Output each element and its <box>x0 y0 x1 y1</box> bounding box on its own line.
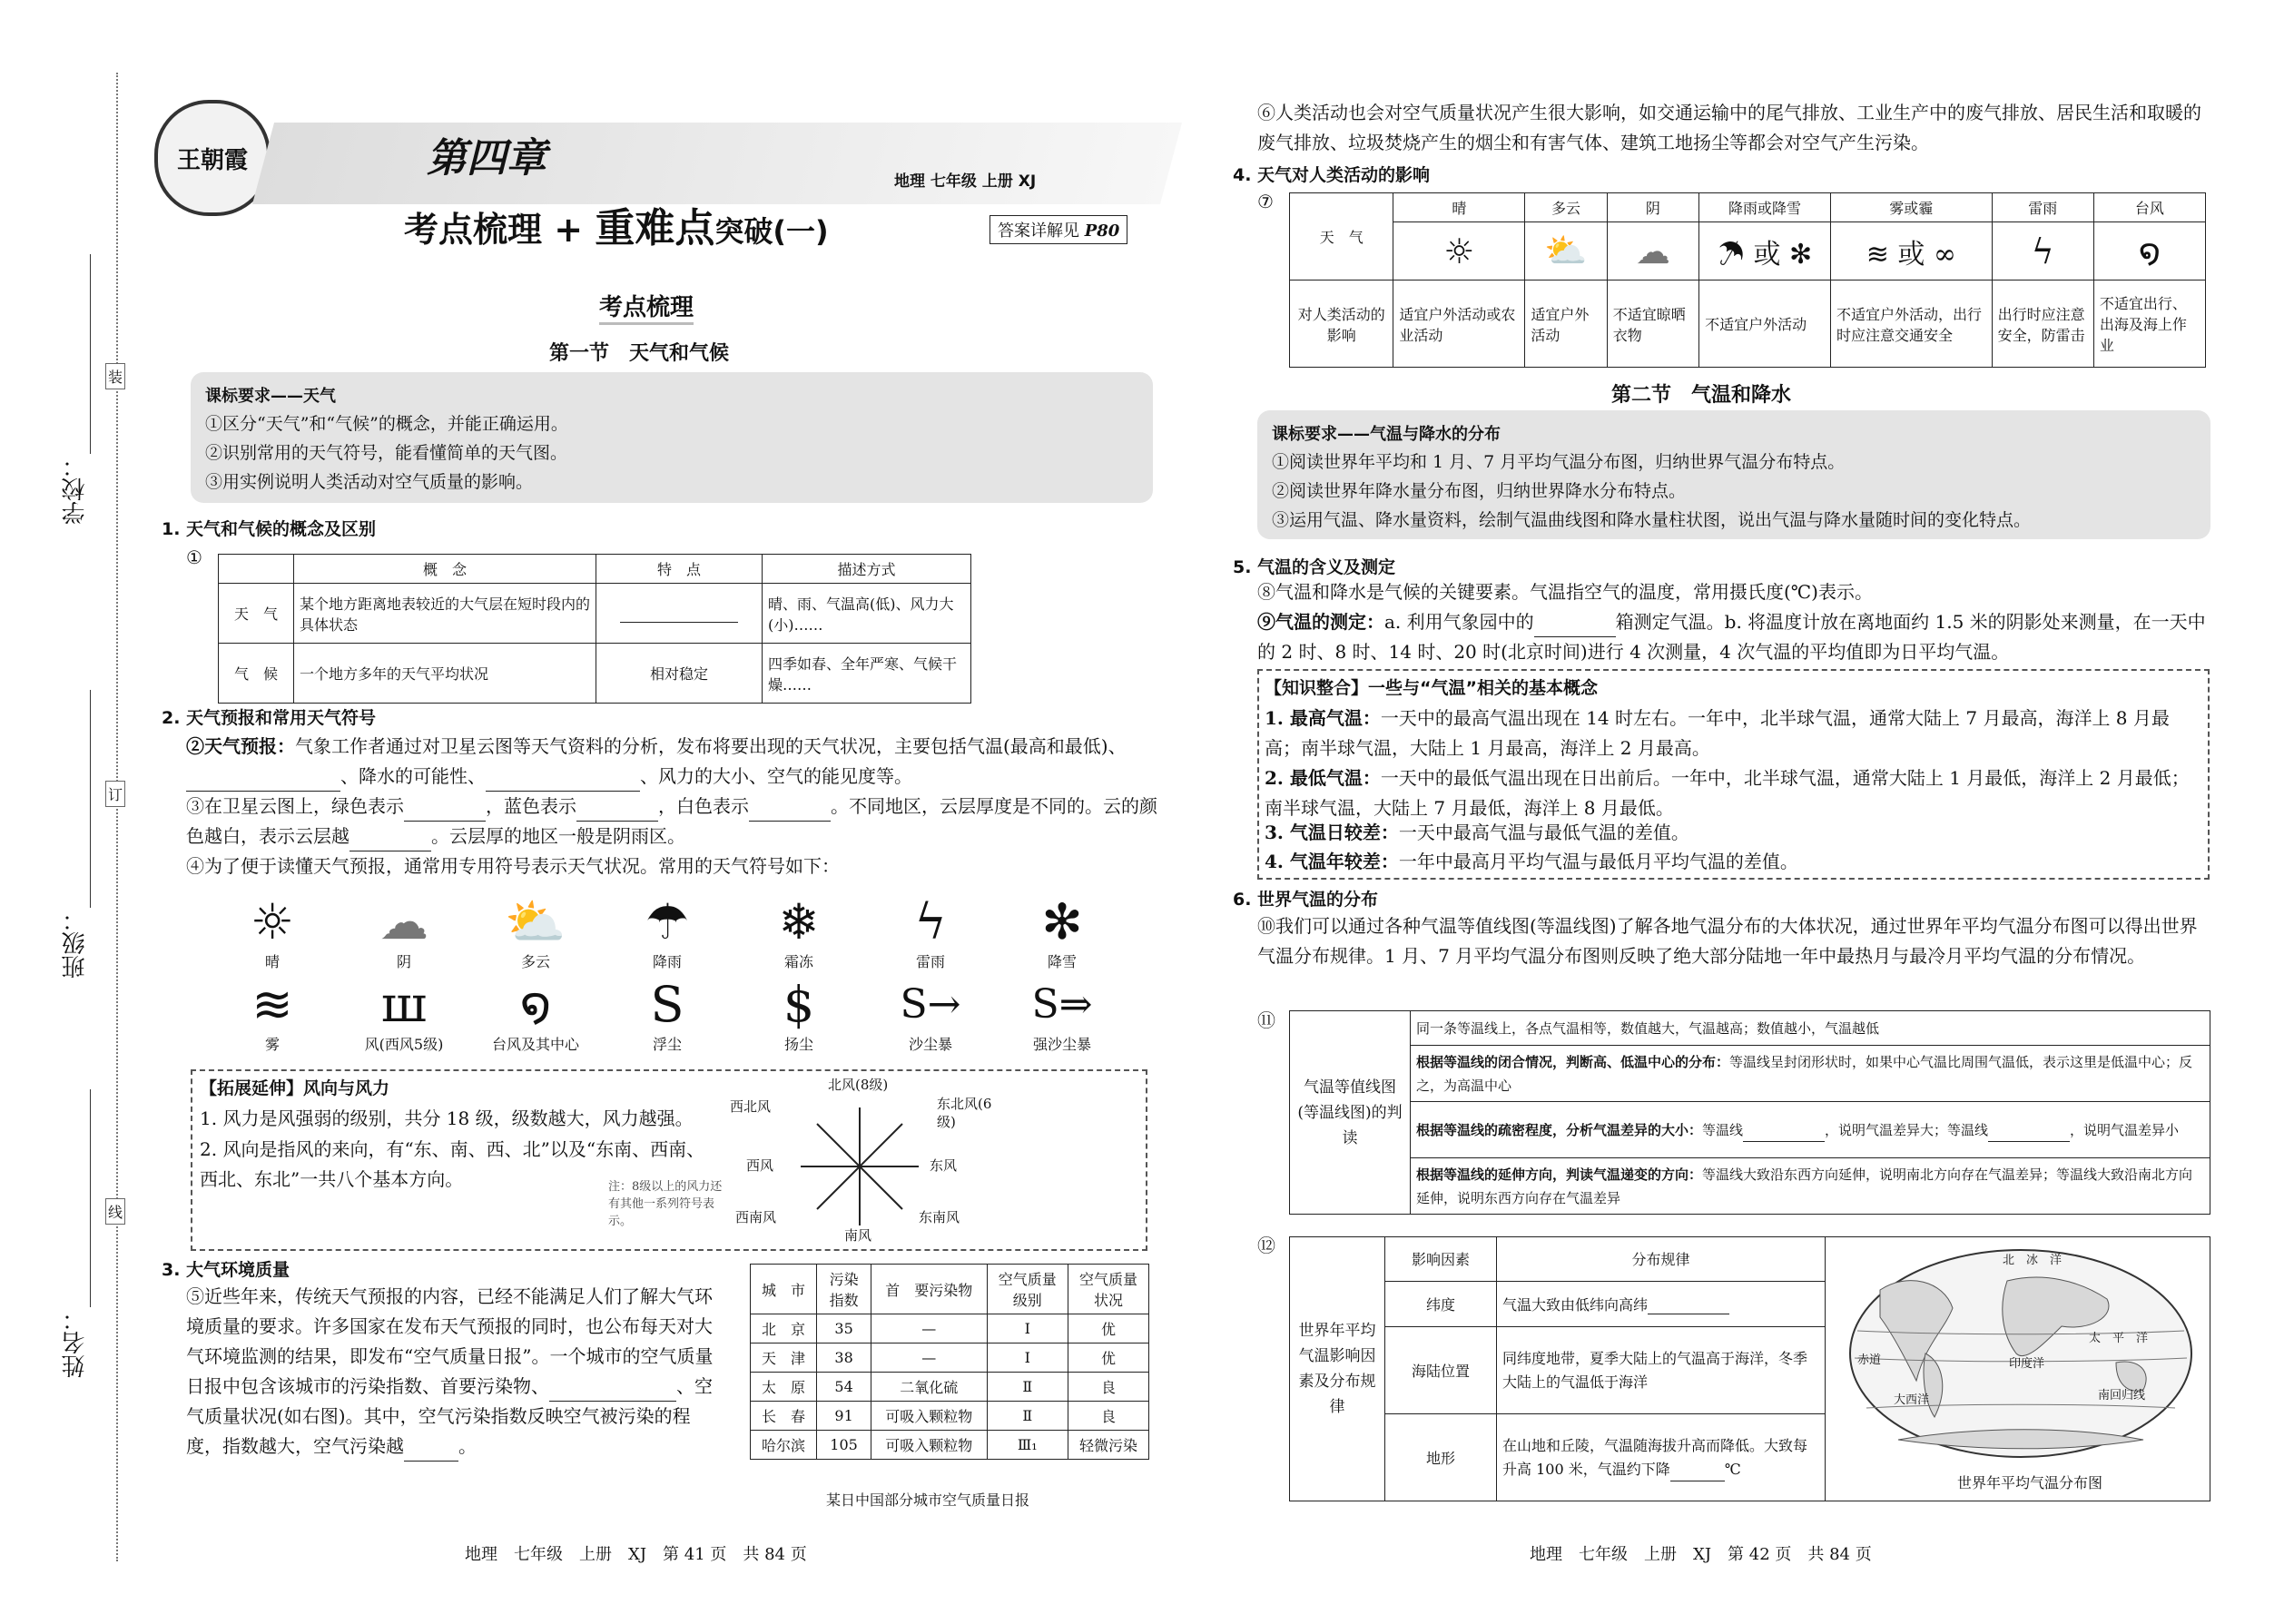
compass-label-ne: 东北风(6级) <box>937 1096 992 1130</box>
text: 在山地和丘陵，气温随海拔升高而降低。大致每升高 100 米，气温约下降 <box>1502 1436 1808 1478</box>
section-title: 考点梳理 <box>599 289 694 325</box>
table-cell: 天 气 <box>219 584 294 644</box>
curriculum-item: ①区分“天气”和“气候”的概念，并能正确运用。 <box>205 414 568 434</box>
section-heading: 3. 大气环境质量 <box>162 1260 290 1280</box>
table-cell: 91 <box>817 1402 871 1431</box>
cut-mark: 线 <box>105 1198 125 1225</box>
table-cell: 气 候 <box>219 644 294 704</box>
row-label: 天 气 <box>1319 229 1364 246</box>
table-cell: — <box>871 1314 988 1343</box>
text: 一天中的最高气温出现在 14 时左右。一年中，北半球气温，通常大陆上 7 月最高，海洋上 8 月最高；南半球气温，大陆上 1 月最高，海洋上 2 月最高。 <box>1265 707 2170 759</box>
paragraph: ⑥人类活动也会对空气质量状况产生很大影响，如交通运输中的尾气排放、工业生产中的废气排放、居民生活和取暖的废气排放、垃圾焚烧产生的烟尘和有害气体、建筑工地扬尘等都会对空气产生污染。 <box>1257 102 2201 153</box>
snow-icon <box>1008 894 1117 971</box>
table-header-cell: 影响因素 <box>1385 1237 1497 1281</box>
compass-label-sw: 西南风 <box>735 1209 777 1225</box>
table-caption: 某日中国部分城市空气质量日报 <box>826 1491 1030 1509</box>
table-cell: 优 <box>1068 1343 1148 1373</box>
table-row <box>1290 222 2206 281</box>
table-cell <box>1497 1281 1826 1326</box>
map-label: 赤道 <box>1857 1353 1882 1367</box>
map-label: 太 平 洋 <box>2089 1332 2149 1345</box>
table-row <box>751 1373 1149 1402</box>
rain-or-snow-icon: ☂ 或 ✻ <box>1699 222 1831 281</box>
temperature-factors-panel <box>1289 1236 2210 1501</box>
text: ③在卫星云图上，绿色表示 <box>186 795 404 817</box>
table-cell: Ⅰ <box>987 1343 1068 1373</box>
table-cell: 不适宜晾晒衣物 <box>1607 281 1698 368</box>
answer-blank[interactable] <box>749 802 831 822</box>
partly-cloudy-icon: ⛅ <box>1525 222 1607 281</box>
section-heading: 4. 天气对人类活动的影响 <box>1233 165 1431 185</box>
extension-title: 【拓展延伸】风向与风力 <box>200 1078 390 1098</box>
chapter-title: 第四章 <box>427 135 546 182</box>
term: 4. 气温年较差： <box>1265 851 1399 872</box>
symbol-label: 沙尘暴 <box>908 1036 952 1053</box>
answer-blank[interactable] <box>1988 1123 2070 1142</box>
table-header-cell: 台风 <box>2093 193 2205 222</box>
table-cell: Ⅱ <box>987 1373 1068 1402</box>
paragraph <box>1257 607 2210 667</box>
symbol-label: 台风及其中心 <box>491 1036 579 1053</box>
text: ⑤近些年来，传统天气预报的内容，已经不能满足人们了解大气环境质量的要求。许多国家在发布天气预报的同时，也公布每天对大气环境监测的结果，即发布“空气质量日报”。一个城市的空气质量日报中包含该城市的污染指数、首要污染物、 <box>186 1285 714 1397</box>
subtitle-c: 突破(一) <box>714 214 829 249</box>
symbol-label: 风(西风5级) <box>364 1036 444 1053</box>
weather-symbols-grid <box>218 894 1117 1054</box>
table-header-cell: 雾或霾 <box>1830 193 1992 222</box>
table-cell: 105 <box>817 1431 871 1460</box>
term: 3. 气温日较差： <box>1265 822 1399 843</box>
table-cell: 哈尔滨 <box>751 1431 817 1460</box>
curriculum-item: ①阅读世界年平均和 1 月、7 月平均气温分布图，归纳世界气温分布特点。 <box>1272 452 1846 472</box>
text: 一天中的最低气温出现在日出前后。一年中，北半球气温，通常大陆上 1 月最低，海洋上 2 月最低；南半球气温，大陆上 7 月最低，海洋上 8 月最低。 <box>1265 767 2190 819</box>
table-marker: ① <box>186 546 202 568</box>
compass-label-s: 南风 <box>844 1227 872 1244</box>
symbol-label: 扬尘 <box>783 1036 813 1053</box>
term: ⑨气温的测定： <box>1257 611 1384 633</box>
table-cell: 北 京 <box>751 1314 817 1343</box>
text: 气象工作者通过对卫星云图等天气资料的分析，发布将要出现的天气状况，主要包括气温(最高和最低)、 <box>295 735 1127 757</box>
table-cell: 地形 <box>1385 1414 1497 1501</box>
table-cell: 良 <box>1068 1402 1148 1431</box>
table-row <box>751 1265 1149 1314</box>
paragraph: ④为了便于读懂天气预报，通常用专用符号表示天气状况。常用的天气符号如下： <box>186 855 840 877</box>
subtitle-plus: + <box>554 210 584 250</box>
paragraph <box>186 792 1157 851</box>
table-header-cell: 描述方式 <box>763 555 971 584</box>
table-header-cell: 首 要污染物 <box>871 1265 988 1314</box>
compass-label-e: 东风 <box>930 1157 958 1174</box>
table-cell <box>1497 1414 1826 1501</box>
paragraph <box>186 1282 717 1462</box>
symbol-label: 强沙尘暴 <box>1032 1036 1091 1053</box>
text: 一年中最高月平均气温与最低月平均气温的差值。 <box>1398 851 1798 872</box>
sun-icon <box>218 894 327 971</box>
term: 根据等温线的延伸方向，判读气温递变的方向： <box>1416 1166 1703 1183</box>
sandstorm-icon <box>876 977 985 1054</box>
text: 。不同地区，云层厚度是不同的。云的颜色越白，表示云层越 <box>186 795 1157 847</box>
text: 一天中最高气温与最低气温的差值。 <box>1398 822 1689 843</box>
symbol-label: 浮尘 <box>652 1036 682 1053</box>
table-cell: Ⅲ₁ <box>987 1431 1068 1460</box>
section-heading: 5. 气温的含义及测定 <box>1233 557 1396 577</box>
brand-name: 王朝霞 <box>176 146 248 174</box>
paragraph: ⑩我们可以通过各种气温等值线图(等温线图)了解各地气温分布的大体状况，通过世界年平均气温分布图可以得出世界气温分布规律。1 月、7 月平均气温分布图则反映了绝大部分陆地一年中最热月与最冷月平均气温的分布情况。 <box>1257 915 2198 967</box>
table-cell: 太 原 <box>751 1373 817 1402</box>
table-cell <box>1411 1011 2210 1046</box>
table-cell: 晴、雨、气温高(低)、风力大(小)…… <box>763 584 971 644</box>
answer-blank[interactable] <box>576 802 658 822</box>
paragraph: ⑧气温和降水是气候的关键要素。气温指空气的温度，常用摄氏度(℃)表示。 <box>1257 581 1873 603</box>
table-cell <box>1411 1158 2210 1215</box>
fog-or-haze-icon: ≋ 或 ∞ <box>1830 222 1992 281</box>
answer-blank[interactable] <box>620 604 738 623</box>
text: 等温线呈封闭形状时，如果中心气温比周围气温低，表示这里是低温中心；反之，为高温中心 <box>1416 1053 2193 1094</box>
table-cell <box>1411 1046 2210 1102</box>
answer-blank[interactable] <box>1670 1462 1725 1481</box>
table-cell: 不适宜户外活动，出行时应注意交通安全 <box>1830 281 1992 368</box>
typhoon-icon <box>481 977 590 1054</box>
row-label: 对人类活动的影响 <box>1290 281 1393 368</box>
glyph: S <box>650 976 684 1033</box>
lesson-title: 第一节 天气和气候 <box>549 342 730 365</box>
curriculum-item: ②阅读世界年降水量分布图，归纳世界降水分布特点。 <box>1272 481 1687 501</box>
table-cell: 适宜户外活动或农业活动 <box>1393 281 1525 368</box>
table-row <box>1290 1158 2210 1215</box>
answer-blank[interactable] <box>1534 618 1616 637</box>
table-header-cell: 空气质量状况 <box>1068 1265 1148 1314</box>
symbol-label: 霜冻 <box>783 953 813 970</box>
glyph: $ <box>783 976 815 1033</box>
table-cell: Ⅱ <box>987 1402 1068 1431</box>
header-ribbon <box>252 123 1182 204</box>
blowing-dust-icon <box>744 977 853 1054</box>
glyph: ☂ <box>645 893 690 950</box>
table-header-cell: 空气质量级别 <box>987 1265 1068 1314</box>
table-row <box>1290 193 2206 222</box>
knowledge-item <box>1265 847 2195 877</box>
table-header-cell: 特 点 <box>596 555 763 584</box>
text: ，蓝色表示 <box>486 795 576 817</box>
table-cell: 轻微污染 <box>1068 1431 1148 1460</box>
term: 根据等温线的闭合情况，判断高、低温中心的分布： <box>1416 1053 1730 1070</box>
table-cell: 可吸入颗粒物 <box>871 1431 988 1460</box>
knowledge-box <box>1257 669 2210 880</box>
cut-mark: 订 <box>105 781 125 807</box>
answer-page: P80 <box>1084 221 1120 241</box>
symbol-label: 雷雨 <box>915 953 945 970</box>
table-row <box>219 584 971 644</box>
school-label: 学校： <box>62 454 89 525</box>
text: 气温大致由低纬向高纬 <box>1502 1295 1649 1314</box>
symbol-label: 降雪 <box>1047 953 1077 970</box>
table-cell: 海陆位置 <box>1385 1326 1497 1413</box>
answer-blank-cell[interactable] <box>596 584 763 644</box>
name-label: 姓名： <box>62 1307 89 1378</box>
symbol-label: 雾 <box>264 1036 280 1053</box>
table-header-cell: 城 市 <box>751 1265 817 1314</box>
air-quality-table <box>750 1264 1149 1460</box>
table-cell: 纬度 <box>1385 1281 1497 1326</box>
symbols-row <box>218 977 1117 1054</box>
answer-blank[interactable] <box>350 832 431 851</box>
table-cell: 38 <box>817 1343 871 1373</box>
curriculum-box <box>1257 410 2210 539</box>
frost-icon <box>744 894 853 971</box>
map-label: 印度洋 <box>2009 1357 2045 1371</box>
severe-sandstorm-icon <box>1008 977 1117 1054</box>
partly-cloudy-icon <box>481 894 590 971</box>
table-cell: 相对稳定 <box>596 644 763 704</box>
table-cell <box>1411 1102 2210 1158</box>
table-cell: — <box>871 1343 988 1373</box>
text: ，说明气温差异小 <box>2070 1121 2180 1138</box>
text: 、空气质量状况(如右图)。其中，空气污染指数反映空气被污染的程度，指数越大，空气污染越 <box>186 1375 713 1457</box>
rain-icon <box>613 894 722 971</box>
term: 2. 最低气温： <box>1265 767 1381 789</box>
knowledge-title: 【知识整合】一些与“气温”相关的基本概念 <box>1265 678 1598 698</box>
wind-compass-diagram <box>792 1098 928 1235</box>
glyph: ❄ <box>778 893 820 950</box>
thunderstorm-icon <box>876 894 985 971</box>
map-label: 大西洋 <box>1894 1393 1930 1407</box>
symbol-label: 降雨 <box>652 953 682 970</box>
table-cell: 35 <box>817 1314 871 1343</box>
floating-dust-icon <box>613 977 722 1054</box>
table-header-cell: 概 念 <box>294 555 596 584</box>
answer-blank[interactable] <box>1648 1295 1729 1314</box>
glyph: ϟ <box>914 893 947 950</box>
table-marker: ⑫ <box>1257 1235 1275 1256</box>
page-subtitle <box>404 195 829 253</box>
table-cell: 同纬度地带，夏季大陆上的气温高于海洋，冬季大陆上的气温低于海洋 <box>1497 1326 1826 1413</box>
table-cell: 一个地方多年的天气平均状况 <box>294 644 596 704</box>
text: 、风力的大小、空气的能见度等。 <box>640 765 912 787</box>
fog-icon <box>218 977 327 1054</box>
knowledge-item <box>1265 704 2195 763</box>
table-cell: 不适宜出行、出海及海上作业 <box>2093 281 2205 368</box>
term: 根据等温线的疏密程度，分析气温差异的大小： <box>1416 1121 1703 1138</box>
subtitle-b: 重难点 <box>595 205 715 251</box>
table-cell: 天 津 <box>751 1343 817 1373</box>
isotherm-reading-table <box>1289 1010 2210 1215</box>
table-marker: ⑦ <box>1257 191 1274 212</box>
table-header-cell: 污染指数 <box>817 1265 871 1314</box>
page-footer: 地理 七年级 上册 XJ 第 42 页 共 84 页 <box>1530 1545 1872 1564</box>
sun-icon: ☼ <box>1393 222 1525 281</box>
term: 1. 最高气温： <box>1265 707 1381 729</box>
glyph: ≋ <box>251 976 293 1033</box>
table-cell: 适宜户外活动 <box>1525 281 1607 368</box>
glyph: ໑ <box>519 976 552 1033</box>
table-cell: 优 <box>1068 1314 1148 1343</box>
answer-reference <box>989 215 1127 244</box>
curriculum-box <box>191 372 1153 503</box>
text: 。云层厚的地区一般是阴雨区。 <box>431 825 685 847</box>
glyph: ☁ <box>379 893 428 950</box>
lesson-title: 第二节 气温和降水 <box>1611 384 1792 407</box>
extension-item: 2. 风向是指风的来向，有“东、南、西、北”以及“东南、西南、西北、东北”一共八个基本方向。 <box>200 1138 705 1190</box>
overcast-icon: ☁ <box>1607 222 1698 281</box>
table-row <box>219 644 971 704</box>
paragraph <box>186 732 1157 792</box>
answer-blank[interactable] <box>186 773 340 792</box>
answer-blank[interactable] <box>1743 1123 1825 1142</box>
concept-table <box>218 554 971 704</box>
overcast-icon <box>350 894 458 971</box>
answer-blank[interactable] <box>486 773 640 792</box>
table-row <box>751 1314 1149 1343</box>
table-header-cell: 雷雨 <box>1992 193 2093 222</box>
text: 箱测定气温。b. 将温度计放在离地面约 1.5 米的阴影处来测量，在一天中的 2 时、8 时、14 时、20 时(北京时间)进行 4 次测量，4 次气温的平均值即为日平均气温。 <box>1257 611 2206 663</box>
table-cell: 良 <box>1068 1373 1148 1402</box>
text: a. 利用气象园中的 <box>1384 611 1534 633</box>
table-cell: 长 春 <box>751 1402 817 1431</box>
table-row <box>1290 1046 2210 1102</box>
symbol-label: 晴 <box>264 953 280 970</box>
table-header-cell: 阴 <box>1607 193 1698 222</box>
wind-icon <box>350 977 458 1054</box>
term: ②天气预报： <box>186 735 295 757</box>
text: 同一条等温线上，各点气温相等，数值越大，气温越高；数值越小，气温越低 <box>1416 1020 1880 1037</box>
typhoon-icon: ໑ <box>2093 222 2205 281</box>
row-label: 气温等值线图(等温线图)的判读 <box>1290 1011 1411 1215</box>
curriculum-item: ③用实例说明人类活动对空气质量的影响。 <box>205 472 534 492</box>
subtitle-a: 考点梳理 <box>404 210 543 250</box>
curriculum-item: ③运用气温、降水量资料，绘制气温曲线图和降水量柱状图，说出气温与降水量随时间的变化特点。 <box>1272 510 2032 530</box>
curriculum-item: ②识别常用的天气符号，能看懂简单的天气图。 <box>205 443 568 463</box>
table-cell: 二氧化硫 <box>871 1373 988 1402</box>
answer-note: 答案详解见 <box>998 221 1079 241</box>
class-label: 班级： <box>62 908 89 979</box>
table-row <box>219 555 971 584</box>
table-header-cell: 降雨或降雪 <box>1699 193 1831 222</box>
answer-blank[interactable] <box>549 1383 676 1402</box>
table-header-cell: 晴 <box>1393 193 1525 222</box>
text: ，说明气温差异大；等温线 <box>1825 1121 1989 1138</box>
glyph: S→ <box>900 981 961 1028</box>
table-row <box>751 1402 1149 1431</box>
table-header-cell: 多云 <box>1525 193 1607 222</box>
text: ，白色表示 <box>658 795 749 817</box>
compass-label-n: 北风(8级) <box>828 1077 889 1093</box>
compass-note: 注：8级以上的风力还有其他一系列符号表示。 <box>608 1180 723 1228</box>
table-row <box>1290 1102 2210 1158</box>
table-header-cell <box>219 555 294 584</box>
right-page <box>1171 0 2294 1624</box>
table-row <box>751 1431 1149 1460</box>
text: 。 <box>458 1435 477 1457</box>
extension-box <box>191 1069 1147 1251</box>
table-cell: 四季如春、全年严寒、气候干燥…… <box>763 644 971 704</box>
table-row <box>1290 281 2206 368</box>
page-footer: 地理 七年级 上册 XJ 第 41 页 共 84 页 <box>465 1545 807 1564</box>
temperature-factors-table <box>1290 1237 1826 1501</box>
glyph: ✻ <box>1041 893 1083 950</box>
knowledge-item <box>1265 763 2195 823</box>
curriculum-title: 课标要求——气温与降水的分布 <box>1272 425 1501 444</box>
glyph: ☼ <box>250 893 295 950</box>
compass-label-w: 西风 <box>746 1157 774 1174</box>
table-cell <box>1290 193 1393 281</box>
glyph: S⇒ <box>1031 981 1093 1028</box>
table-cell: 不适宜户外活动 <box>1699 281 1831 368</box>
table-cell: 出行时应注意安全，防雷击 <box>1992 281 2093 368</box>
glyph: ш <box>380 976 428 1033</box>
thunderstorm-icon: ϟ <box>1992 222 2093 281</box>
table-row <box>1290 1237 1826 1281</box>
extension-item: 1. 风力是风强弱的级别，共分 18 级，级数越大，风力越强。 <box>200 1107 694 1129</box>
table-row <box>1290 1011 2210 1046</box>
text: 等温线大致沿东西方向延伸，说明南北方向存在气温差异；等温线大致沿南北方向延伸，说明东西方向存在气温差异 <box>1416 1166 2193 1206</box>
map-caption: 世界年平均气温分布图 <box>1957 1474 2103 1491</box>
symbols-row <box>218 894 1117 971</box>
table-cell: 某个地方距离地表较近的大气层在短时段内的具体状态 <box>294 584 596 644</box>
table-header-cell: 分布规律 <box>1497 1237 1826 1281</box>
map-label: 北 冰 洋 <box>2003 1254 2063 1267</box>
table-row <box>751 1343 1149 1373</box>
table-cell: Ⅰ <box>987 1314 1068 1343</box>
subject-tag: 地理 七年级 上册 XJ <box>894 172 1037 191</box>
row-label: 世界年平均气温影响因素及分布规律 <box>1290 1237 1385 1501</box>
section-heading: 1. 天气和气候的概念及区别 <box>162 519 377 539</box>
symbol-label: 阴 <box>396 953 411 970</box>
table-marker: ⑪ <box>1257 1009 1275 1031</box>
compass-label-se: 东南风 <box>919 1209 960 1225</box>
knowledge-item <box>1265 818 2195 848</box>
unit: ℃ <box>1724 1460 1741 1478</box>
symbol-label: 多云 <box>520 953 550 970</box>
table-cell: 54 <box>817 1373 871 1402</box>
answer-blank[interactable] <box>404 1442 458 1462</box>
cut-mark: 装 <box>105 363 125 389</box>
text: 等温线 <box>1702 1121 1744 1138</box>
table-cell: 可吸入颗粒物 <box>871 1402 988 1431</box>
answer-blank[interactable] <box>404 802 486 822</box>
map-label: 南回归线 <box>2098 1389 2146 1403</box>
glyph: ⛅ <box>505 893 566 950</box>
text: 、降水的可能性、 <box>340 765 486 787</box>
compass-label-nw: 西北风 <box>730 1098 772 1115</box>
curriculum-title: 课标要求——天气 <box>205 387 336 406</box>
section-heading: 2. 天气预报和常用天气符号 <box>162 708 377 728</box>
weather-impact-table <box>1289 192 2206 368</box>
section-heading: 6. 世界气温的分布 <box>1233 890 1379 910</box>
